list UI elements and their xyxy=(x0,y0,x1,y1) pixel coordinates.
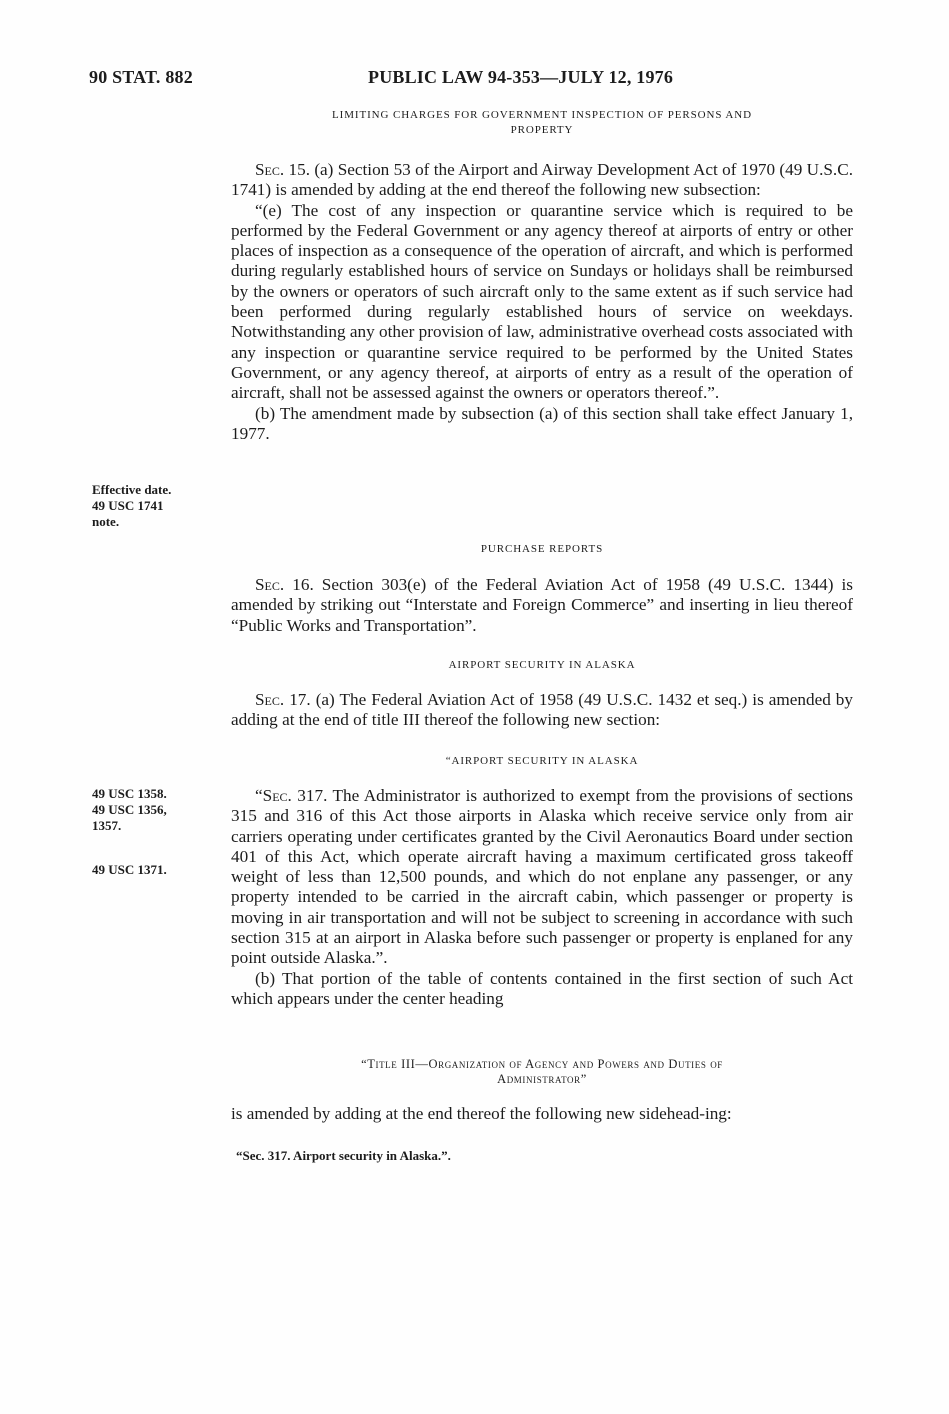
sec15-heading-line1: LIMITING CHARGES FOR GOVERNMENT INSPECTION OF PERSONS AND xyxy=(332,109,752,121)
amended-clause: is amended by adding at the end thereof the following new sidehead-ing: xyxy=(231,1104,732,1123)
title-iii-heading-line1: “Title III—Organization of Agency and Powers and Duties of xyxy=(361,1057,723,1071)
sec15-heading-line2: PROPERTY xyxy=(510,124,574,136)
sec317-text-body: 317. The Administrator is authorized to exempt from the provisions of sections 315 and 316 of this Act those airports in Alaska which receive service only from air carriers operating under certificates granted by the Civil Aeronautics Board under section 401 of this Act, which operate aircraft having a maximum certificated gross takeoff weight of less than 12,500 pounds, and which do not enplane any passenger, or any property intended to be carried in the aircraft cabin, which passenger or property is moving in air transportation and will not be subject to screening in accordance with such section 315 at an airport in Alaska before such passenger or property is enplaned for any point outside Alaska.”. xyxy=(231,786,853,968)
sec17-para-a xyxy=(231,690,853,731)
sec17-para-a-block xyxy=(231,690,853,731)
sec15-heading xyxy=(231,108,853,138)
sec16-para xyxy=(231,575,853,636)
page-stat-citation: 90 STAT. 882 xyxy=(89,67,193,87)
title-iii-heading-line2: Administrator” xyxy=(497,1072,587,1086)
sec17-heading: AIRPORT SECURITY IN ALASKA xyxy=(448,659,636,671)
sec317-label: Sec. xyxy=(262,786,292,805)
sec317-quote-heading: “AIRPORT SECURITY IN ALASKA xyxy=(445,755,639,767)
margin-usc-b1: 49 USC 1371. xyxy=(92,862,167,877)
sec15-para-a-text: 15. (a) Section 53 of the Airport and Airway Development Act of 1970 (49 U.S.C. 1741) is amended by adding at the end thereof the following new subsection: xyxy=(231,160,853,200)
sec16-text: 16. Section 303(e) of the Federal Aviation Act of 1958 (49 U.S.C. 1344) is amended by striking out “Interstate and Foreign Commerce” and inserting in lieu thereof “Public Works and Transportation”. xyxy=(231,575,853,635)
margin-usc-a2: 49 USC 1356, xyxy=(92,802,167,817)
margin-note-effective-date xyxy=(92,482,171,530)
sec17-label: Sec. xyxy=(255,690,285,709)
margin-effective-line2: 49 USC 1741 xyxy=(92,498,164,513)
sec15-para-a xyxy=(231,160,853,201)
amended-clause-block xyxy=(231,1104,853,1124)
margin-usc-a3: 1357. xyxy=(92,818,122,833)
sec317-open-quote: “ xyxy=(255,786,263,805)
sec317-sidehead: “Sec. 317. Airport security in Alaska.”. xyxy=(236,1148,451,1163)
sec15-label: Sec. xyxy=(255,160,285,179)
sec16-label: Sec. xyxy=(255,575,285,594)
sec16-body xyxy=(231,575,853,636)
sec15-para-b: (b) The amendment made by subsection (a) of this section shall take effect January 1, 1977. xyxy=(231,403,853,443)
margin-note-usc-1358 xyxy=(92,786,167,834)
margin-note-usc-1371 xyxy=(92,862,167,878)
margin-usc-a1: 49 USC 1358. xyxy=(92,786,167,801)
margin-effective-line1: Effective date. xyxy=(92,482,172,497)
sec15-body xyxy=(231,160,853,444)
sec317-text xyxy=(231,786,853,969)
sec17-para-b: (b) That portion of the table of contents contained in the first section of such Act which appears under the center heading xyxy=(231,968,853,1008)
margin-effective-line3: note. xyxy=(92,514,120,529)
sec15-quote-e: “(e) The cost of any inspection or quarantine service which is required to be performed by the Federal Government or any agency thereof at airports of entry or other places of inspection as a consequence of the operation of aircraft, and which is performed during regularly established hours of service on Sundays or holidays shall be reimbursed by the owners or operators of such aircraft only to the same extent as if such service had been performed during regularly established hours of service on weekdays. Notwithstanding any other provision of law, administrative overhead costs associated with any inspection or quarantine service required to be performed by the United States Government, or any agency thereof, at airports of entry as a result of the operation of aircraft, shall not be assessed against the owners or operators thereof.”. xyxy=(231,200,853,403)
page-running-title: PUBLIC LAW 94-353—JULY 12, 1976 xyxy=(368,67,674,87)
title-iii-heading xyxy=(231,1057,853,1087)
sec317-body xyxy=(231,786,853,1009)
sec17-para-a-text: 17. (a) The Federal Aviation Act of 1958 (49 U.S.C. 1432 et seq.) is amended by adding at the end of title III thereof the following new section: xyxy=(231,690,853,730)
sec16-heading: PURCHASE REPORTS xyxy=(480,543,604,555)
